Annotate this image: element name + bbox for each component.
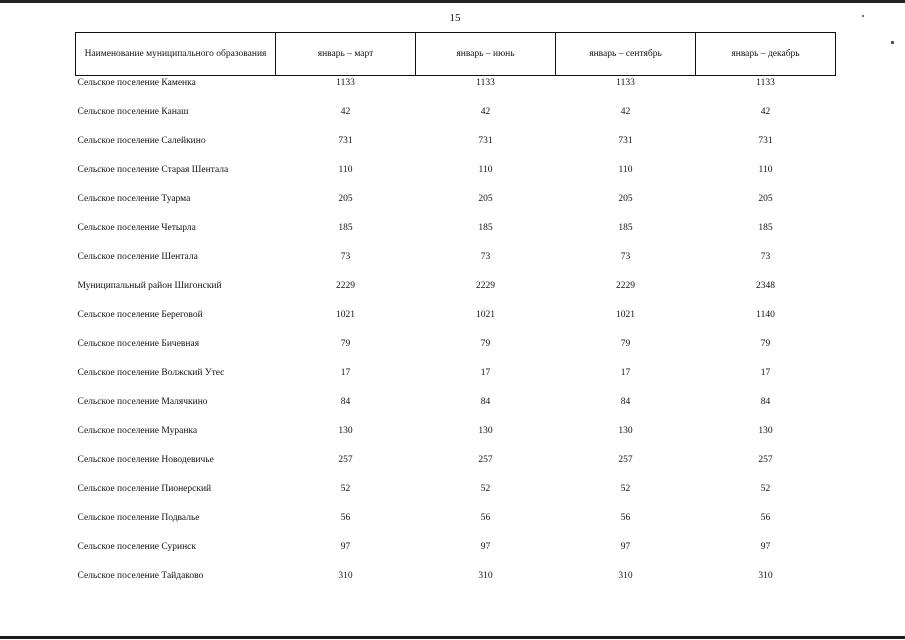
municipality-name: Сельское поселение Береговой	[77, 310, 203, 320]
municipality-name: Сельское поселение Шентала	[77, 252, 198, 262]
municipality-name: Сельское поселение Малячкино	[77, 397, 208, 407]
value-9m: 97	[620, 542, 631, 552]
value-h1: 185	[478, 223, 493, 233]
value-year: 110	[758, 165, 773, 175]
value-q1: 257	[338, 455, 353, 465]
page-number: 15	[449, 12, 461, 24]
municipality-name: Сельское поселение Канаш	[77, 107, 189, 117]
value-9m: 84	[620, 397, 631, 407]
value-h1: 17	[480, 368, 491, 378]
table-row	[76, 482, 836, 511]
value-year: 79	[760, 339, 771, 349]
value-year: 52	[760, 484, 771, 494]
municipal-table	[75, 32, 836, 598]
table-row	[76, 337, 836, 366]
municipality-name: Сельское поселение Подвалье	[77, 513, 200, 523]
table-row	[76, 279, 836, 308]
value-year: 1133	[756, 78, 775, 88]
value-year: 130	[758, 426, 773, 436]
value-9m: 130	[618, 426, 633, 436]
header-h1: январь – июнь	[416, 33, 556, 76]
value-q1: 205	[338, 194, 353, 204]
municipality-name: Сельское поселение Четырла	[77, 223, 196, 233]
value-year: 310	[758, 571, 773, 581]
value-h1: 205	[478, 194, 493, 204]
value-year: 84	[760, 397, 771, 407]
header-9m: январь – сентябрь	[556, 33, 696, 76]
value-year: 2348	[756, 281, 775, 291]
value-h1: 257	[478, 455, 493, 465]
value-year: 73	[760, 252, 771, 262]
value-9m: 110	[618, 165, 633, 175]
value-h1: 84	[480, 397, 491, 407]
value-9m: 1133	[616, 78, 635, 88]
value-q1: 731	[338, 136, 353, 146]
municipality-name: Сельское поселение Каменка	[77, 78, 196, 88]
scan-speck	[891, 41, 894, 44]
municipality-name: Сельское поселение Новодевичье	[77, 455, 214, 465]
municipality-name: Сельское поселение Бичевная	[77, 339, 200, 349]
municipality-name: Сельское поселение Старая Шентала	[77, 165, 229, 175]
municipality-name: Сельское поселение Пионерский	[77, 484, 212, 494]
value-9m: 17	[620, 368, 631, 378]
value-h1: 79	[480, 339, 491, 349]
value-h1: 130	[478, 426, 493, 436]
bottom-border-line	[0, 636, 905, 639]
table-row	[76, 540, 836, 569]
table-row	[76, 308, 836, 337]
value-9m: 731	[618, 136, 633, 146]
value-year: 97	[760, 542, 771, 552]
value-h1: 73	[480, 252, 491, 262]
value-year: 731	[758, 136, 773, 146]
header-q1: январь – март	[276, 33, 416, 76]
value-q1: 56	[340, 513, 351, 523]
value-9m: 56	[620, 513, 631, 523]
value-q1: 310	[338, 571, 353, 581]
value-h1: 42	[480, 107, 491, 117]
value-9m: 205	[618, 194, 633, 204]
value-q1: 130	[338, 426, 353, 436]
value-h1: 731	[478, 136, 493, 146]
value-q1: 110	[338, 165, 353, 175]
table-row	[76, 76, 836, 106]
header-municipality: Наименование муниципального образования	[76, 33, 276, 76]
value-h1: 310	[478, 571, 493, 581]
table-row	[76, 424, 836, 453]
municipality-name: Сельское поселение Туарма	[77, 194, 191, 204]
table-body	[76, 76, 836, 599]
table-row	[76, 453, 836, 482]
table-row	[76, 163, 836, 192]
value-q1: 84	[340, 397, 351, 407]
value-9m: 185	[618, 223, 633, 233]
value-9m: 42	[620, 107, 631, 117]
value-q1: 17	[340, 368, 351, 378]
value-q1: 185	[338, 223, 353, 233]
value-year: 1140	[756, 310, 775, 320]
value-year: 185	[758, 223, 773, 233]
value-9m: 1021	[616, 310, 635, 320]
municipality-name: Сельское поселение Салейкино	[77, 136, 206, 146]
table-row	[76, 221, 836, 250]
table-header	[76, 33, 836, 76]
value-h1: 56	[480, 513, 491, 523]
value-year: 205	[758, 194, 773, 204]
value-9m: 310	[618, 571, 633, 581]
municipality-name: Сельское поселение Муранка	[77, 426, 198, 436]
value-9m: 73	[620, 252, 631, 262]
value-9m: 79	[620, 339, 631, 349]
value-q1: 79	[340, 339, 351, 349]
table-row	[76, 366, 836, 395]
header-row	[76, 33, 836, 76]
table-row	[76, 395, 836, 424]
value-h1: 1133	[476, 78, 495, 88]
value-h1: 1021	[476, 310, 495, 320]
table-row	[76, 105, 836, 134]
value-year: 257	[758, 455, 773, 465]
municipality-name: Сельское поселение Суринск	[77, 542, 196, 552]
municipality-name: Муниципальный район Шигонский	[77, 281, 222, 291]
value-q1: 2229	[336, 281, 355, 291]
value-q1: 42	[340, 107, 351, 117]
value-year: 56	[760, 513, 771, 523]
header-year: январь – декабрь	[696, 33, 836, 76]
table-row	[76, 250, 836, 279]
value-9m: 2229	[616, 281, 635, 291]
value-q1: 1021	[336, 310, 355, 320]
value-year: 42	[760, 107, 771, 117]
value-q1: 73	[340, 252, 351, 262]
value-q1: 1133	[336, 78, 355, 88]
value-h1: 110	[478, 165, 493, 175]
value-q1: 97	[340, 542, 351, 552]
value-year: 17	[760, 368, 771, 378]
value-h1: 2229	[476, 281, 495, 291]
table-row	[76, 511, 836, 540]
top-border-line	[0, 0, 905, 3]
municipality-name: Сельское поселение Волжский Утес	[77, 368, 225, 378]
scan-speck	[862, 15, 864, 17]
value-9m: 257	[618, 455, 633, 465]
table-row	[76, 192, 836, 221]
value-h1: 52	[480, 484, 491, 494]
table-row	[76, 134, 836, 163]
value-9m: 52	[620, 484, 631, 494]
table-row	[76, 569, 836, 598]
municipality-name: Сельское поселение Тайдаково	[77, 571, 204, 581]
value-h1: 97	[480, 542, 491, 552]
value-q1: 52	[340, 484, 351, 494]
